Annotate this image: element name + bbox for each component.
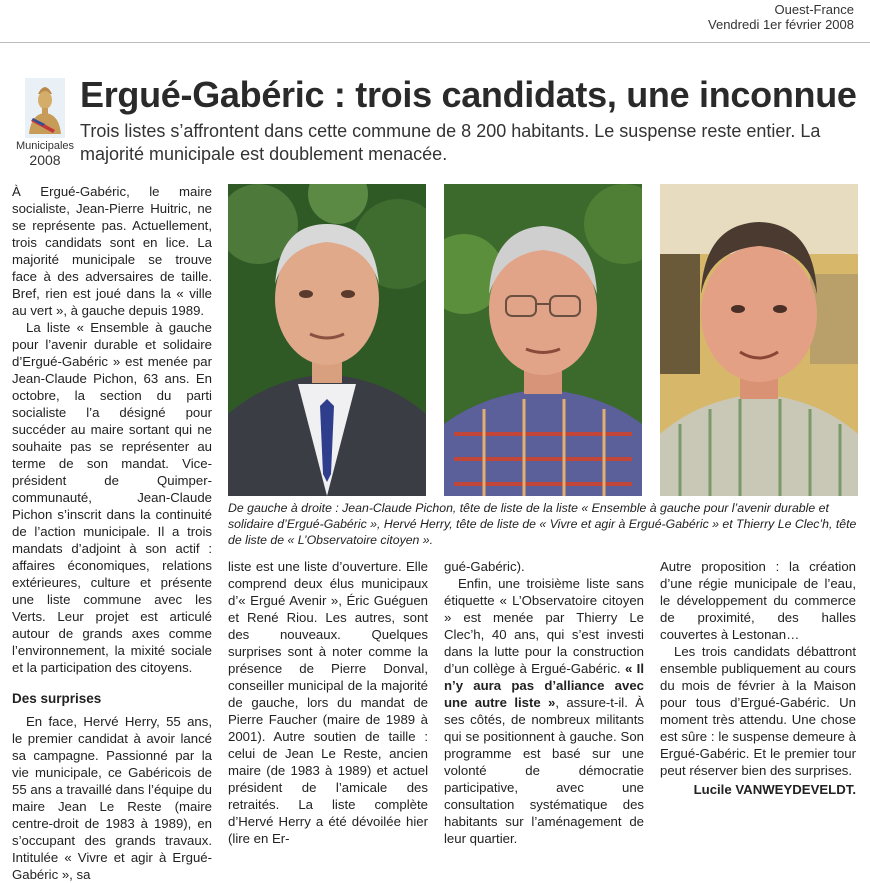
article-column-4: [660, 558, 856, 798]
deck: Trois listes s’affrontent dans cette commune de 8 200 habitants. Le suspense reste entier. La majorité municipale est doublement menacée.: [80, 121, 821, 164]
text-run: , assure-t-il. À ses côtés, de nombreux militants qui se positionnent à gauche. Son programme est basé sur une volonté de démocratie participative, avec une consultation systématique des habitants sur l’aménagement de leur quartier.: [444, 695, 644, 846]
kicker: [12, 78, 78, 168]
paragraph: À Ergué-Gabéric, le maire socialiste, Jean-Pierre Huitric, ne se représente pas. Actuellement, trois candidats sont en lice. La majorité municipale se trouve face à des adversaires de taille. Bref, rien est joué dans la « ville au vert », à gauche depuis 1989.: [12, 184, 212, 318]
subheading: Des surprises: [12, 691, 102, 706]
article-column-1: [12, 183, 212, 883]
marianne-bust-icon: [25, 78, 65, 138]
photo-thierry-le-clech: [660, 184, 858, 496]
photo-jean-claude-pichon: [228, 184, 426, 496]
text-run: Enfin, une troisième liste sans étiquette « L’Observatoire citoyen » est menée par Thierry Le Clec’h, 40 ans, qui s’est investi dans la lutte pour la construction d’un collège à Ergué-Gabéric.: [444, 576, 644, 676]
paragraph: [444, 575, 644, 847]
photo-herve-herry: [444, 184, 642, 496]
header-rule: [0, 42, 870, 43]
article-column-3: [444, 558, 644, 847]
paragraph: Les trois candidats débattront ensemble publiquement au cours du mois de février à la Maison pour tous d’Ergué-Gabéric. Un moment très attendu. Une chose est sûre : le suspense demeure à Ergué-Gabéric. Et le premier tour peut réserver bien des surprises.: [660, 644, 856, 778]
paragraph: liste est une liste d’ouverture. Elle comprend deux élus municipaux d’« Ergué Avenir », Éric Guéguen et René Riou. Les autres, sont des nouveaux. Quelques surprises sont à noter comme la présence de Pierre Donval, conseiller municipal de la majorité de gauche, lors du mandat de Pierre Faucher (maire de 1989 à 2001). Autre soutien de taille : celui de Jean Le Reste, ancien maire (de 1983 à 1989) et actuel président de l’amicale des retraités. La liste complète d’Hervé Herry a été dévoilée hier (lire en Er-: [228, 559, 428, 846]
paragraph: La liste « Ensemble à gauche pour l’avenir durable et solidaire d’Ergué-Gabéric » est menée par Jean-Claude Pichon, 63 ans. En octobre, la section du parti socialiste l’a désigné pour succéder au maire sortant qui ne souhaite pas se représenter au terme de son mandat. Vice-président de Quimper-communauté, Jean-Claude Pichon s’inscrit dans la continuité de l’action municipale. Il a trois mandats d’adjoint à son actif : affaires économiques, relations extérieures, culture et présente une liste commune avec les Verts. Leur projet est articulé autour de grands axes comme l’environnement, la mixité sociale et la participation des citoyens.: [12, 320, 212, 675]
byline: Lucile VANWEYDEVELDT.: [693, 782, 856, 797]
kicker-year: 2008: [29, 152, 61, 168]
pull-quote: « Il n’y aura pas d’alliance avec une autre liste »: [444, 661, 645, 710]
paragraph: gué-Gabéric).: [444, 559, 525, 574]
kicker-label: Municipales: [15, 140, 75, 152]
publication-date: Vendredi 1er février 2008: [708, 17, 854, 32]
paragraph: En face, Hervé Herry, 55 ans, le premier candidat à avoir lancé sa campagne. Passionné par la vie municipale, ce Gabéricois de 55 ans a travaillé dans l’équipe du maire Jean Le Reste (maire centre-droit de 1983 à 1989), en s’occupant des grands travaux. Intitulée « Vivre et agir à Ergué-Gabéric », sa: [12, 714, 212, 882]
photo-caption: De gauche à droite : Jean-Claude Pichon, tête de liste de la liste « Ensemble à gauche pour l’avenir durable et solidaire d’Ergué-Gabéric », Hervé Herry, tête de liste de « Vivre et agir à Ergué-Gabéric » et Thierry Le Clec’h, tête de liste de « L’Observatoire citoyen ».: [228, 501, 857, 547]
masthead: [708, 2, 854, 32]
article-column-2: [228, 558, 428, 847]
headline: Ergué-Gabéric : trois candidats, une inconnue: [80, 74, 857, 115]
paragraph: Autre proposition : la création d’une régie municipale de l’eau, le développement du commerce de proximité, des halles couvertes à Lestonan…: [660, 559, 856, 642]
newspaper-name: Ouest-France: [774, 2, 854, 17]
